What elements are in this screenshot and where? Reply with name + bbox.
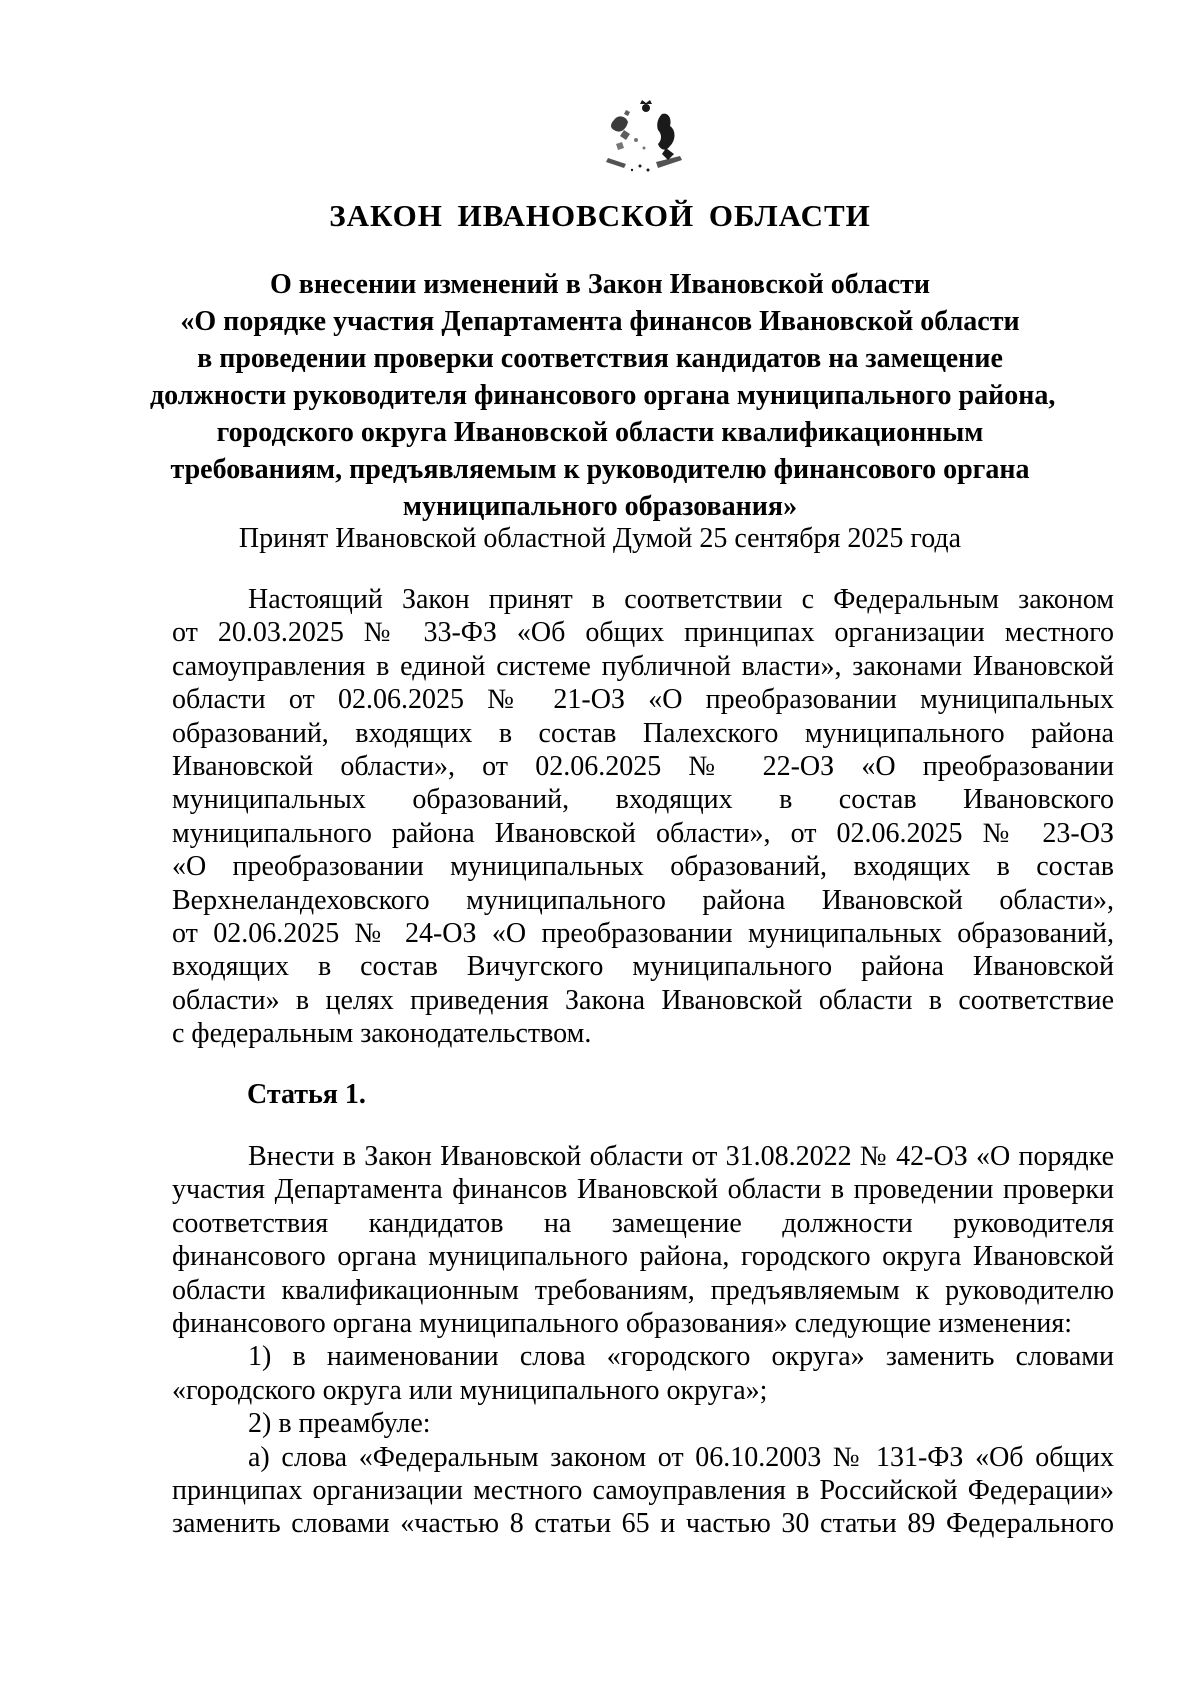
adoption-note: Принят Ивановской областной Думой 25 сентября 2025 года (238, 523, 962, 554)
text-line: финансового органа муниципального района, городского округа Ивановской (172, 1241, 1114, 1273)
text-line: муниципальных образований, входящих в состав Ивановского (172, 784, 1114, 816)
subtitle-line: «О порядке участия Департамента финансов Ивановской области (180, 306, 1020, 337)
text-line: Настоящий Закон принят в соответствии с Федеральным законом (248, 584, 1114, 615)
text-line: области квалификационным требованиям, предъявляемым к руководителю (172, 1274, 1114, 1306)
text-line: участия Департамента финансов Ивановской области в проведении проверки (172, 1174, 1114, 1206)
law-title: ЗАКОН ИВАНОВСКОЙ ОБЛАСТИ (329, 198, 871, 233)
text-line: заменить словами «частью 8 статьи 65 и частью 30 статьи 89 Федерального (172, 1508, 1114, 1540)
text-line: входящих в состав Вичугского муниципального района Ивановской (172, 951, 1114, 983)
text-line: «городского округа или муниципального округа»; (172, 1374, 768, 1406)
text-line: от 02.06.2025 № 24-ОЗ «О преобразовании муниципальных образований, (172, 918, 1114, 950)
preamble-paragraph (172, 583, 1114, 1051)
text-line: образований, входящих в состав Палехского муниципального района (172, 717, 1114, 749)
coat-of-arms-icon (596, 100, 696, 180)
subtitle-line: в проведении проверки соответствия кандидатов на замещение (197, 343, 1003, 374)
law-subtitle (150, 266, 1056, 525)
text-line: с федеральным законодательством. (172, 1018, 592, 1050)
text-line: соответствия кандидатов на замещение должности руководителя (172, 1207, 1114, 1239)
text-line: Ивановской области», от 02.06.2025 № 22-ОЗ «О преобразовании (172, 751, 1114, 783)
text-line: области» в целях приведения Закона Ивановской области в соответствие (172, 984, 1114, 1016)
text-line: «О преобразовании муниципальных образований, входящих в состав (172, 851, 1114, 883)
subtitle-line: требованиям, предъявляемым к руководителю финансового органа (170, 454, 1030, 485)
text-line: а) слова «Федеральным законом от 06.10.2003 № 131-ФЗ «Об общих (248, 1441, 1114, 1473)
text-line: принципах организации местного самоуправления в Российской Федерации» (172, 1475, 1114, 1507)
text-line: от 20.03.2025 № 33-ФЗ «Об общих принципах организации местного (172, 617, 1114, 649)
subtitle-line: городского округа Ивановской области квалификационным (216, 417, 984, 448)
text-line: области от 02.06.2025 № 21-ОЗ «О преобразовании муниципальных (172, 684, 1114, 716)
text-line: муниципального района Ивановской области», от 02.06.2025 № 23-ОЗ (172, 817, 1114, 849)
text-line: самоуправления в единой системе публичной власти», законами Ивановской (172, 650, 1114, 682)
article-intro-paragraph (172, 1140, 1114, 1541)
subtitle-line: муниципального образования» (402, 491, 798, 522)
text-line: 1) в наименовании слова «городского округа» заменить словами (248, 1341, 1114, 1373)
article-heading: Статья 1. (247, 1079, 366, 1110)
subtitle-line: О внесении изменений в Закон Ивановской области (269, 269, 931, 300)
subtitle-line: должности руководителя финансового органа муниципального района, (150, 380, 1056, 411)
text-line: 2) в преамбуле: (248, 1408, 431, 1440)
text-line: Верхнеландеховского муниципального района Ивановской области», (172, 884, 1114, 916)
text-line: финансового органа муниципального образования» следующие изменения: (172, 1308, 1073, 1340)
text-line: Внести в Закон Ивановской области от 31.08.2022 № 42-ОЗ «О порядке (248, 1141, 1114, 1172)
